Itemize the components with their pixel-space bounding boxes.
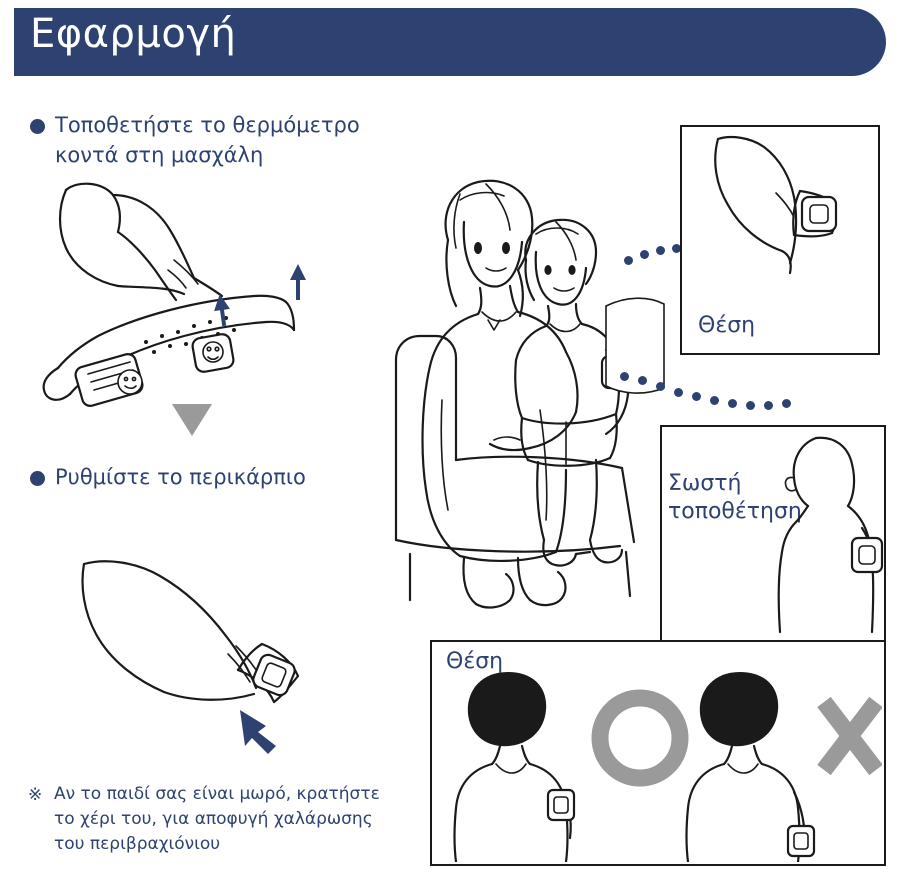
bullet-dot-icon — [30, 471, 45, 486]
panel-location-label: Θέση — [446, 649, 504, 674]
bullet-dot-icon — [30, 119, 45, 134]
note-text: Αν το παιδί σας είναι μωρό, κρατήστε το χέρι του, για αποφυγή χαλάρωσης του περιβραχιόνιου — [54, 784, 380, 854]
illustration-armpit-cuff — [18, 160, 388, 420]
triangle-down-icon — [168, 400, 216, 440]
page-title: Εφαρμογή — [30, 11, 237, 57]
illustration-side-profile — [770, 432, 890, 638]
panel-correct-label: Σωστή τοποθέτηση — [668, 471, 802, 524]
illustration-arm-closeup — [690, 135, 870, 310]
step-2-label: Ρυθμίστε το περικάρπιο — [55, 465, 306, 489]
panel-position-label: Θέση — [698, 313, 756, 338]
note-mark-icon: ※ — [28, 785, 43, 805]
illustration-ok-ng — [452, 666, 882, 862]
step-1-label: Τοποθετήστε το θερμόμετρο κοντά στη μασχάλη — [55, 113, 360, 167]
illustration-adjust-cuff — [40, 550, 380, 780]
